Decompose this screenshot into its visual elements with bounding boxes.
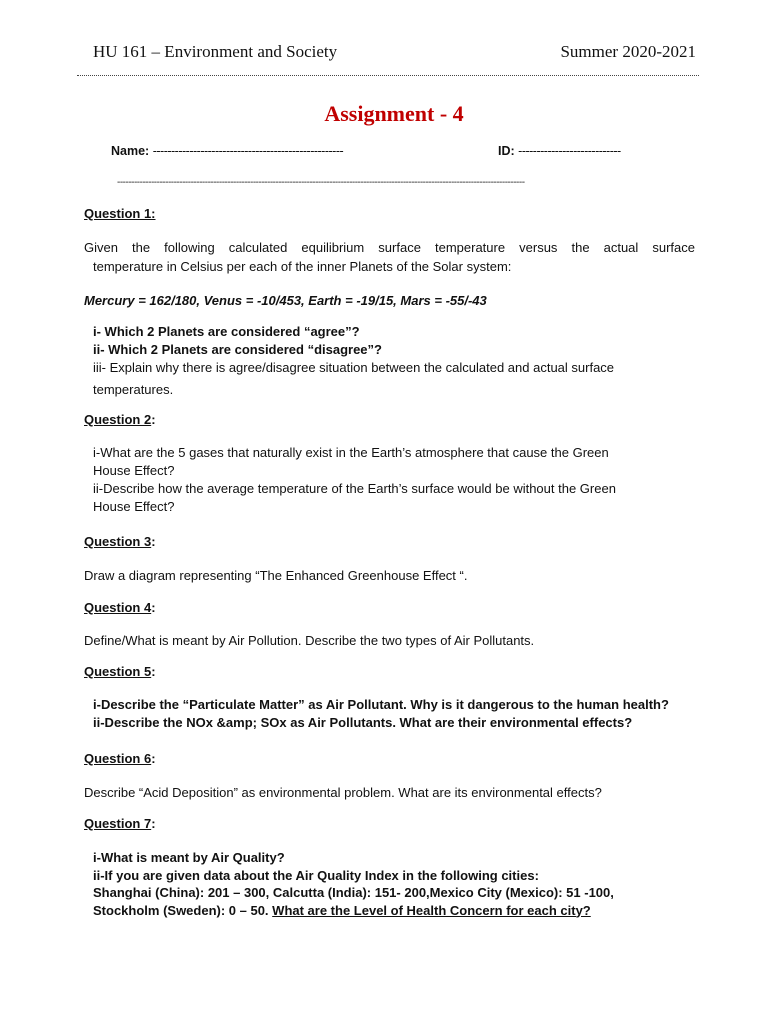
question-7-colon: : [151,816,156,831]
question-2-heading-row [84,412,156,427]
question-6-colon: : [151,751,156,766]
question-1-data: Mercury = 162/180, Venus = -10/453, Earth = -19/15, Mars = -55/-43 [84,293,487,308]
question-5-colon: : [151,664,156,679]
list-item: i-What is meant by Air Quality? [93,850,285,865]
name-blank: ---------------------------------------------------- [152,144,344,158]
question-4-text: Define/What is meant by Air Pollution. Describe the two types of Air Pollutants. [84,633,535,648]
question-5-heading-row [84,664,156,679]
question-6-heading: Question 6 [84,751,152,766]
course-title: HU 161 – Environment and Society [93,42,338,61]
list-item: House Effect? [93,499,175,514]
question-7-items [93,849,614,919]
question-5-items [93,696,669,732]
list-item: iii- Explain why there is agree/disagree situation between the calculated and actual surface [93,360,615,375]
question-3-colon: : [151,534,156,549]
question-7-heading: Question 7 [84,816,152,831]
question-2-heading: Question 2 [84,412,152,427]
list-item: ii-Describe how the average temperature of the Earth’s surface would be without the Green [93,481,616,496]
question-7-emphasis: What are the Level of Health Concern for each city? [272,902,591,918]
question-1-heading: Question 1: [84,206,156,221]
question-1-intro-line2: temperature in Celsius per each of the inner Planets of the Solar system: [93,259,512,274]
question-7-heading-row [84,816,156,831]
list-item: i-Describe the “Particulate Matter” as Air Pollutant. Why is it dangerous to the human health? [93,697,669,712]
term-label: Summer 2020-2021 [560,42,696,61]
list-item: Shanghai (China): 201 – 300, Calcutta (India): 151- 200,Mexico City (Mexico): 51 -100, [93,885,614,900]
header-divider [77,75,699,76]
list-item: i-What are the 5 gases that naturally exist in the Earth’s atmosphere that cause the Green [93,445,609,460]
name-label: Name: [111,144,150,158]
list-item: temperatures. [93,382,174,397]
question-4-heading: Question 4 [84,600,152,615]
question-3-heading: Question 3 [84,534,152,549]
question-2-colon: : [151,412,156,427]
question-6-heading-row [84,751,156,766]
list-item: i- Which 2 Planets are considered “agree”? [93,324,360,339]
question-6-text: Describe “Acid Deposition” as environmental problem. What are its environmental effects? [84,785,602,800]
separator-line: ------------------------------------------------------------------------------------------------------------------------------------------------ [117,177,525,188]
id-field [498,144,621,158]
list-item: ii-If you are given data about the Air Quality Index in the following cities: [93,867,539,883]
question-4-heading-row [84,600,156,615]
question-3-heading-row [84,534,156,549]
question-1-items [93,323,614,402]
assignment-title: Assignment - 4 [324,101,464,126]
question-4-colon: : [151,600,156,615]
question-5-heading: Question 5 [84,664,152,679]
question-7-last-line: Stockholm (Sweden): 0 – 50. [93,902,269,918]
question-2-items [93,444,616,516]
list-item: ii-Describe the NOx &amp; SOx as Air Pollutants. What are their environmental effects? [93,715,633,730]
question-1-intro-line1: Given the following calculated equilibrium surface temperature versus the actual surface [84,240,695,255]
list-item [93,902,614,920]
question-3-text: Draw a diagram representing “The Enhanced Greenhouse Effect “. [84,568,468,583]
id-blank: ---------------------------- [518,144,621,158]
name-field [111,144,343,158]
id-label: ID: [498,144,515,158]
list-item: ii- Which 2 Planets are considered “disagree”? [93,342,382,357]
list-item: House Effect? [93,463,175,478]
